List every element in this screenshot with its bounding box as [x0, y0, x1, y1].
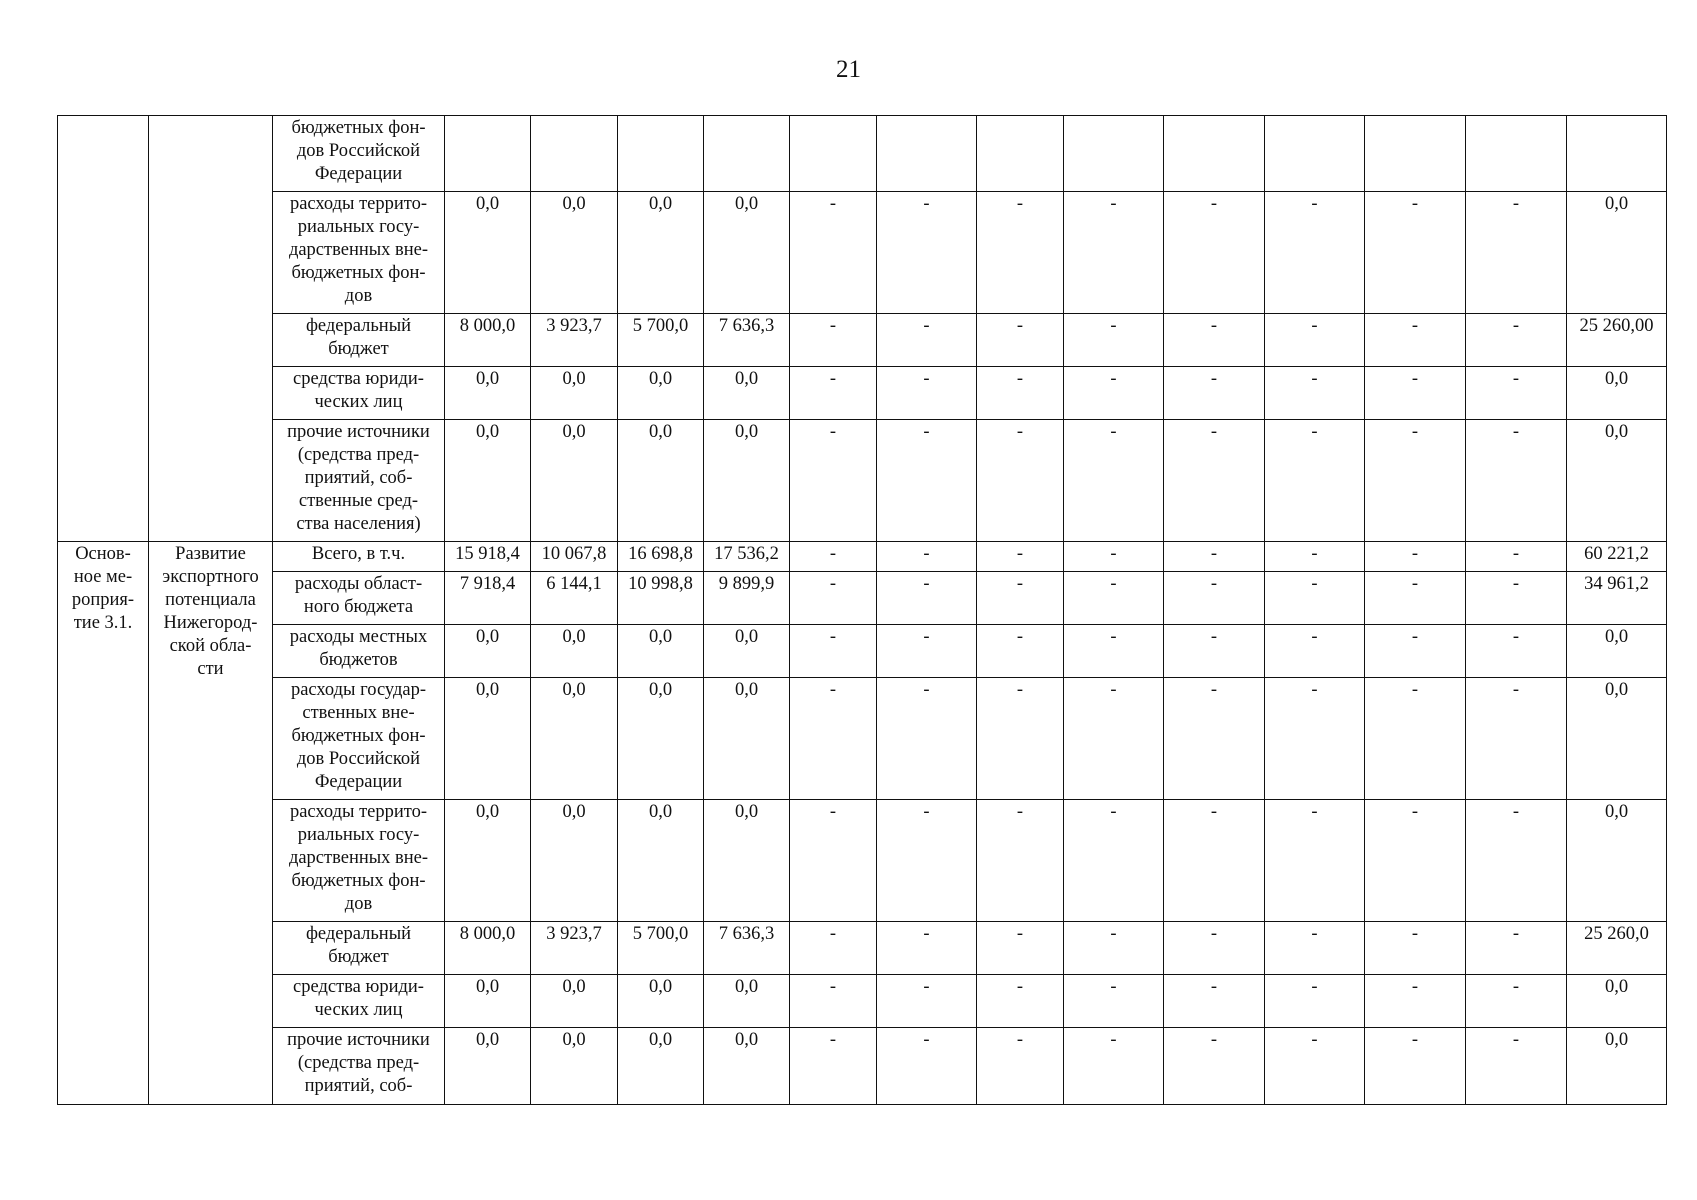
value-cell: -	[1265, 922, 1365, 975]
value-cell: -	[977, 678, 1064, 800]
total-value-cell: 0,0	[1567, 975, 1667, 1028]
table-row	[58, 678, 1667, 800]
value-cell: -	[977, 420, 1064, 542]
value-cell: 9 899,9	[704, 572, 790, 625]
value-cell: 0,0	[704, 192, 790, 314]
value-cell: -	[1265, 975, 1365, 1028]
value-cell: -	[877, 192, 977, 314]
value-cell: -	[877, 420, 977, 542]
value-cell: -	[1064, 678, 1164, 800]
value-cell	[1265, 116, 1365, 192]
funding-table-body	[58, 116, 1667, 1105]
value-cell: 10 998,8	[618, 572, 704, 625]
funding-source-cell: средства юриди- ческих лиц	[273, 975, 445, 1028]
value-cell: -	[977, 192, 1064, 314]
value-cell: 0,0	[704, 420, 790, 542]
value-cell: -	[1164, 542, 1265, 572]
value-cell	[790, 116, 877, 192]
value-cell: -	[1265, 420, 1365, 542]
value-cell: 0,0	[704, 1028, 790, 1105]
funding-source-cell: бюджетных фон- дов Российской Федерации	[273, 116, 445, 192]
value-cell: -	[1064, 314, 1164, 367]
value-cell: 0,0	[445, 420, 531, 542]
value-cell: -	[877, 975, 977, 1028]
table-row	[58, 975, 1667, 1028]
table-row	[58, 572, 1667, 625]
value-cell: -	[1466, 800, 1567, 922]
value-cell: -	[1064, 420, 1164, 542]
value-cell: -	[1064, 572, 1164, 625]
value-cell: 0,0	[618, 678, 704, 800]
value-cell	[877, 116, 977, 192]
value-cell: -	[1164, 420, 1265, 542]
table-row	[58, 800, 1667, 922]
value-cell: -	[1064, 542, 1164, 572]
value-cell: 0,0	[445, 192, 531, 314]
value-cell: -	[1064, 800, 1164, 922]
value-cell: 0,0	[704, 367, 790, 420]
value-cell: -	[877, 625, 977, 678]
value-cell: -	[1365, 572, 1466, 625]
value-cell: -	[1365, 922, 1466, 975]
total-value-cell: 0,0	[1567, 1028, 1667, 1105]
total-value-cell: 34 961,2	[1567, 572, 1667, 625]
activity-cell: Основ- ное ме- роприя- тие 3.1.	[58, 542, 149, 1105]
value-cell: -	[1466, 922, 1567, 975]
value-cell: -	[1466, 678, 1567, 800]
table-row	[58, 192, 1667, 314]
value-cell: -	[1064, 625, 1164, 678]
value-cell: -	[877, 678, 977, 800]
table-row	[58, 542, 1667, 572]
total-value-cell: 0,0	[1567, 420, 1667, 542]
funding-source-cell: федеральный бюджет	[273, 314, 445, 367]
value-cell: -	[1164, 922, 1265, 975]
total-value-cell: 25 260,00	[1567, 314, 1667, 367]
value-cell: 16 698,8	[618, 542, 704, 572]
value-cell: -	[1466, 367, 1567, 420]
value-cell: 17 536,2	[704, 542, 790, 572]
funding-source-cell: расходы террито- риальных госу- дарственных вне- бюджетных фон- дов	[273, 192, 445, 314]
value-cell: 0,0	[445, 800, 531, 922]
value-cell: -	[1164, 572, 1265, 625]
value-cell: -	[977, 922, 1064, 975]
value-cell: 3 923,7	[531, 922, 618, 975]
funding-source-cell: расходы террито- риальных госу- дарственных вне- бюджетных фон- дов	[273, 800, 445, 922]
value-cell: -	[1265, 678, 1365, 800]
value-cell: -	[1164, 975, 1265, 1028]
value-cell: -	[790, 625, 877, 678]
funding-source-cell: федеральный бюджет	[273, 922, 445, 975]
value-cell: 0,0	[618, 192, 704, 314]
table-row	[58, 116, 1667, 192]
total-value-cell: 0,0	[1567, 625, 1667, 678]
total-value-cell: 25 260,0	[1567, 922, 1667, 975]
value-cell: 0,0	[445, 1028, 531, 1105]
value-cell: -	[877, 922, 977, 975]
value-cell: -	[1265, 572, 1365, 625]
value-cell: 0,0	[531, 625, 618, 678]
value-cell	[704, 116, 790, 192]
value-cell: -	[790, 975, 877, 1028]
value-cell: 0,0	[445, 975, 531, 1028]
value-cell: -	[1466, 420, 1567, 542]
value-cell: -	[790, 572, 877, 625]
value-cell: -	[1365, 367, 1466, 420]
value-cell	[977, 116, 1064, 192]
value-cell: 3 923,7	[531, 314, 618, 367]
value-cell: -	[1164, 192, 1265, 314]
value-cell: -	[1365, 314, 1466, 367]
value-cell: -	[790, 192, 877, 314]
table-row	[58, 922, 1667, 975]
value-cell: 0,0	[531, 800, 618, 922]
funding-source-cell: расходы государ- ственных вне- бюджетных фон- дов Российской Федерации	[273, 678, 445, 800]
value-cell: -	[790, 922, 877, 975]
value-cell: 0,0	[618, 367, 704, 420]
value-cell: 7 636,3	[704, 922, 790, 975]
value-cell: 0,0	[704, 975, 790, 1028]
value-cell: -	[1365, 420, 1466, 542]
value-cell: 0,0	[704, 678, 790, 800]
total-value-cell: 0,0	[1567, 800, 1667, 922]
value-cell: -	[1365, 542, 1466, 572]
table-row	[58, 314, 1667, 367]
value-cell: 0,0	[618, 625, 704, 678]
value-cell: -	[790, 800, 877, 922]
value-cell	[1466, 116, 1567, 192]
value-cell: -	[1164, 625, 1265, 678]
value-cell: -	[1265, 800, 1365, 922]
value-cell: -	[877, 542, 977, 572]
value-cell: -	[1466, 314, 1567, 367]
value-cell: 0,0	[531, 975, 618, 1028]
value-cell: -	[1265, 192, 1365, 314]
value-cell: -	[790, 367, 877, 420]
value-cell: -	[790, 678, 877, 800]
value-cell: -	[877, 314, 977, 367]
value-cell: 0,0	[531, 678, 618, 800]
value-cell: -	[977, 542, 1064, 572]
value-cell: 0,0	[704, 800, 790, 922]
value-cell: -	[1164, 1028, 1265, 1105]
value-cell: 0,0	[445, 625, 531, 678]
value-cell	[531, 116, 618, 192]
value-cell	[445, 116, 531, 192]
total-value-cell: 0,0	[1567, 678, 1667, 800]
total-value-cell: 0,0	[1567, 192, 1667, 314]
value-cell: 7 636,3	[704, 314, 790, 367]
value-cell: -	[1164, 800, 1265, 922]
value-cell: -	[1265, 1028, 1365, 1105]
page-number: 21	[836, 56, 861, 83]
value-cell	[1365, 116, 1466, 192]
value-cell: 8 000,0	[445, 922, 531, 975]
value-cell: 8 000,0	[445, 314, 531, 367]
total-value-cell: 0,0	[1567, 367, 1667, 420]
value-cell: 6 144,1	[531, 572, 618, 625]
value-cell: -	[1064, 367, 1164, 420]
value-cell: -	[1466, 542, 1567, 572]
value-cell	[1064, 116, 1164, 192]
activity-name-cell: Развитие экспортного потенциала Нижегород- ской обла- сти	[149, 542, 273, 1105]
value-cell: 0,0	[618, 420, 704, 542]
value-cell: -	[1466, 975, 1567, 1028]
value-cell: -	[1466, 572, 1567, 625]
value-cell: -	[1365, 678, 1466, 800]
value-cell: -	[1365, 800, 1466, 922]
value-cell: -	[977, 625, 1064, 678]
funding-source-cell: средства юриди- ческих лиц	[273, 367, 445, 420]
value-cell: -	[1265, 367, 1365, 420]
value-cell: -	[977, 800, 1064, 922]
value-cell: -	[977, 367, 1064, 420]
value-cell: 0,0	[531, 192, 618, 314]
funding-source-cell: расходы местных бюджетов	[273, 625, 445, 678]
table-row	[58, 625, 1667, 678]
value-cell: 0,0	[531, 1028, 618, 1105]
value-cell: -	[1365, 1028, 1466, 1105]
value-cell: -	[790, 1028, 877, 1105]
funding-source-cell: Всего, в т.ч.	[273, 542, 445, 572]
total-value-cell: 60 221,2	[1567, 542, 1667, 572]
value-cell: -	[1466, 192, 1567, 314]
value-cell: -	[977, 314, 1064, 367]
value-cell: 0,0	[618, 1028, 704, 1105]
value-cell: -	[1164, 678, 1265, 800]
value-cell: -	[877, 572, 977, 625]
value-cell	[1164, 116, 1265, 192]
value-cell: 0,0	[531, 367, 618, 420]
activity-cell	[58, 116, 149, 542]
value-cell: -	[877, 367, 977, 420]
value-cell: -	[977, 1028, 1064, 1105]
value-cell: 10 067,8	[531, 542, 618, 572]
value-cell: -	[1265, 542, 1365, 572]
table-row	[58, 1028, 1667, 1105]
funding-table	[57, 115, 1667, 1105]
value-cell: -	[977, 975, 1064, 1028]
value-cell: -	[1466, 625, 1567, 678]
value-cell: 5 700,0	[618, 314, 704, 367]
value-cell: -	[790, 314, 877, 367]
value-cell: -	[1064, 1028, 1164, 1105]
value-cell: -	[877, 800, 977, 922]
value-cell: -	[1365, 192, 1466, 314]
value-cell: 0,0	[445, 678, 531, 800]
value-cell: -	[977, 572, 1064, 625]
value-cell: -	[790, 542, 877, 572]
value-cell: -	[1064, 975, 1164, 1028]
value-cell	[618, 116, 704, 192]
value-cell: -	[1064, 192, 1164, 314]
value-cell: -	[1466, 1028, 1567, 1105]
value-cell: 0,0	[445, 367, 531, 420]
value-cell: -	[1265, 625, 1365, 678]
funding-source-cell: расходы област- ного бюджета	[273, 572, 445, 625]
value-cell: 0,0	[531, 420, 618, 542]
value-cell: 0,0	[704, 625, 790, 678]
value-cell: 7 918,4	[445, 572, 531, 625]
value-cell: 15 918,4	[445, 542, 531, 572]
total-value-cell	[1567, 116, 1667, 192]
funding-source-cell: прочие источники (средства пред- приятий, соб-	[273, 1028, 445, 1105]
value-cell: -	[1164, 314, 1265, 367]
value-cell: -	[1064, 922, 1164, 975]
table-row	[58, 367, 1667, 420]
value-cell: -	[877, 1028, 977, 1105]
value-cell: 5 700,0	[618, 922, 704, 975]
funding-source-cell: прочие источники (средства пред- приятий, соб- ственные сред- ства населения)	[273, 420, 445, 542]
table-row	[58, 420, 1667, 542]
value-cell: -	[1365, 625, 1466, 678]
value-cell: -	[790, 420, 877, 542]
activity-name-cell	[149, 116, 273, 542]
value-cell: -	[1365, 975, 1466, 1028]
value-cell: 0,0	[618, 975, 704, 1028]
value-cell: -	[1164, 367, 1265, 420]
value-cell: -	[1265, 314, 1365, 367]
value-cell: 0,0	[618, 800, 704, 922]
